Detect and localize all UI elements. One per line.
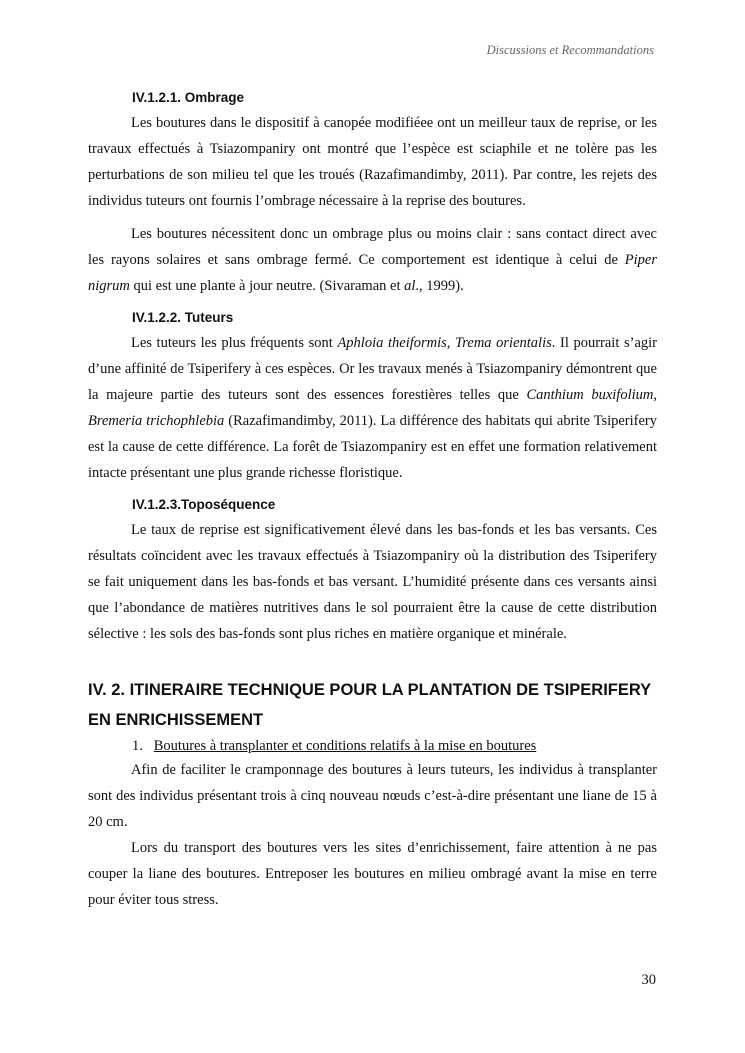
section-heading-toposequence: IV.1.2.3.Toposéquence <box>132 497 276 512</box>
paragraph-ombrage-1: Les boutures dans le dispositif à canopée modifiéee ont un meilleur taux de reprise, or les travaux effectués à Tsiazompaniry ont montré que l’espèce est sciaphile et ne tolère pas les perturbations de son milieu tel que les troués (Razafimandimby, 2011). Par contre, les rejets des individus tuteurs ont fournis l’ombrage nécessaire à la reprise des boutures. <box>88 115 657 209</box>
paragraph-boutures-1: Afin de faciliter le cramponnage des boutures à leurs tuteurs, les individus à transplanter sont des individus présentant trois à cinq nouveau nœuds c’est-à-dire présentant une liane de 15 à 20 cm. <box>88 762 657 830</box>
page-number: 30 <box>641 972 656 988</box>
section-heading-tuteurs: IV.1.2.2. Tuteurs <box>132 310 234 325</box>
list-item: 1. Boutures à transplanter et conditions relatifs à la mise en boutures <box>132 738 537 754</box>
chapter-heading: IV. 2. ITINERAIRE TECHNIQUE POUR LA PLANTATION DE TSIPERIFERY EN ENRICHISSEMENT <box>88 681 651 729</box>
paragraph-boutures-2: Lors du transport des boutures vers les sites d’enrichissement, faire attention à ne pas couper la liane des boutures. Entreposer les boutures en milieu ombragé avant la mise en terre pour éviter tous stress. <box>88 840 657 908</box>
paragraph-tuteurs: Les tuteurs les plus fréquents sont Aphloia theiformis, Trema orientalis. Il pourrait s’agir d’une affinité de Tsiperifery à ces espèces. Or les travaux menés à Tsiazompaniry démontrent que la majeure partie des tuteurs sont des essences forestières telles que Canthium buxifolium, Bremeria trichophlebia (Razafimandimby, 2011). La différence des habitats qui abrite Tsiperifery est la cause de cette différence. La forêt de Tsiazompaniry est en effet une formation relativement intacte présentant une plus grande richesse floristique. <box>88 335 657 481</box>
paragraph-toposequence: Le taux de reprise est significativement élevé dans les bas-fonds et les bas versants. Ces résultats coïncident avec les travaux effectués à Tsiazompaniry où la distribution des Tsiperifery se fait uniquement dans les bas-fonds et bas versant. L’humidité présente dans ces versants ainsi que l’abondance de matières nutritives dans le sol pourraient être la cause de cette distribution sélective : les sols des bas-fonds sont plus riches en matière organique et minérale. <box>88 522 657 642</box>
page-content <box>88 86 657 913</box>
paragraph-ombrage-2: Les boutures nécessitent donc un ombrage plus ou moins clair : sans contact direct avec les rayons solaires et sans ombrage fermé. Ce comportement est identique à celui de Piper nigrum qui est une plante à jour neutre. (Sivaraman et al., 1999). <box>88 226 657 294</box>
running-header: Discussions et Recommandations <box>486 43 654 57</box>
section-heading-ombrage: IV.1.2.1. Ombrage <box>132 90 245 105</box>
